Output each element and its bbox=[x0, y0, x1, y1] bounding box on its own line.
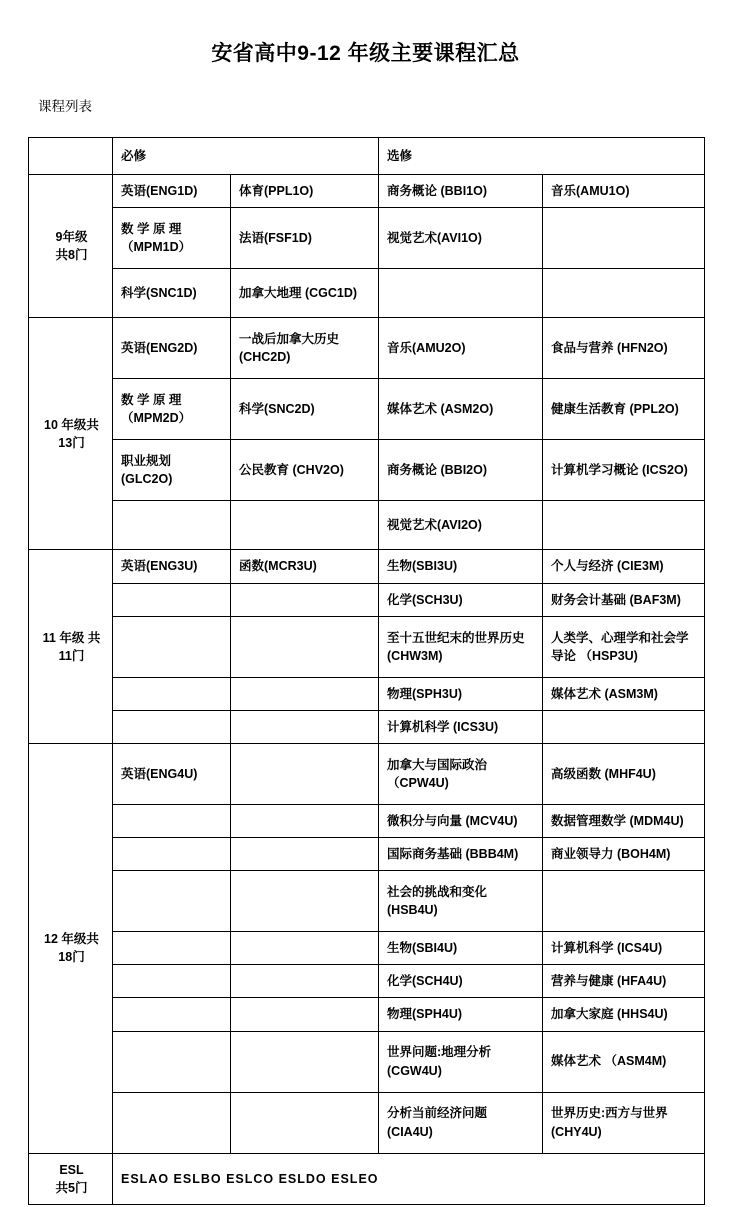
course-cell bbox=[113, 710, 231, 743]
course-cell: 至十五世纪末的世界历史 (CHW3M) bbox=[379, 616, 543, 677]
grade-label-11: 11 年级 共 11门 bbox=[29, 550, 113, 744]
course-cell bbox=[113, 998, 231, 1031]
table-row bbox=[29, 1153, 705, 1204]
page-title: 安省高中9-12 年级主要课程汇总 bbox=[211, 42, 520, 65]
course-cell: 数据管理数学 (MDM4U) bbox=[543, 804, 705, 837]
course-cell bbox=[231, 616, 379, 677]
course-cell bbox=[543, 710, 705, 743]
table-row bbox=[29, 440, 705, 501]
course-cell: 音乐(AMU2O) bbox=[379, 318, 543, 379]
course-summary-table bbox=[28, 137, 705, 1205]
course-cell bbox=[231, 932, 379, 965]
course-cell: 人类学、心理学和社会学导论 （HSP3U) bbox=[543, 616, 705, 677]
document-page bbox=[0, 40, 731, 1205]
course-cell bbox=[231, 838, 379, 871]
table-row bbox=[29, 616, 705, 677]
course-cell bbox=[231, 998, 379, 1031]
course-cell: 生物(SBI4U) bbox=[379, 932, 543, 965]
course-cell: 物理(SPH4U) bbox=[379, 998, 543, 1031]
course-cell bbox=[113, 616, 231, 677]
course-cell: 科学(SNC2D) bbox=[231, 379, 379, 440]
course-cell: 食品与营养 (HFN2O) bbox=[543, 318, 705, 379]
table-row bbox=[29, 501, 705, 550]
grade-label-9: 9年级 共8门 bbox=[29, 175, 113, 318]
course-cell: 媒体艺术 (ASM3M) bbox=[543, 677, 705, 710]
course-cell bbox=[113, 583, 231, 616]
course-cell: 音乐(AMU1O) bbox=[543, 175, 705, 208]
course-cell: 英语(ENG2D) bbox=[113, 318, 231, 379]
course-cell bbox=[113, 838, 231, 871]
grade-label-esl: ESL 共5门 bbox=[29, 1153, 113, 1204]
course-cell: 加拿大家庭 (HHS4U) bbox=[543, 998, 705, 1031]
course-cell: 加拿大与国际政治 （CPW4U) bbox=[379, 743, 543, 804]
course-cell bbox=[543, 208, 705, 269]
course-cell: 视觉艺术(AVI2O) bbox=[379, 501, 543, 550]
table-row bbox=[29, 838, 705, 871]
table-row bbox=[29, 550, 705, 583]
grade-label-12: 12 年级共 18门 bbox=[29, 743, 113, 1153]
course-cell bbox=[543, 269, 705, 318]
course-cell: 加拿大地理 (CGC1D) bbox=[231, 269, 379, 318]
course-cell bbox=[231, 677, 379, 710]
table-header-row bbox=[29, 138, 705, 175]
course-cell: 英语(ENG4U) bbox=[113, 743, 231, 804]
course-cell bbox=[231, 1031, 379, 1092]
table-row bbox=[29, 175, 705, 208]
course-cell bbox=[231, 1092, 379, 1153]
header-required: 必修 bbox=[113, 138, 379, 175]
course-cell bbox=[113, 932, 231, 965]
course-cell: 媒体艺术 (ASM2O) bbox=[379, 379, 543, 440]
course-cell: 财务会计基础 (BAF3M) bbox=[543, 583, 705, 616]
course-cell: 世界历史:西方与世界 (CHY4U) bbox=[543, 1092, 705, 1153]
course-cell: 健康生活教育 (PPL2O) bbox=[543, 379, 705, 440]
course-cell: 商务概论 (BBI2O) bbox=[379, 440, 543, 501]
course-cell: 社会的挑战和变化 (HSB4U) bbox=[379, 871, 543, 932]
course-cell: 个人与经济 (CIE3M) bbox=[543, 550, 705, 583]
course-cell: 视觉艺术(AVI1O) bbox=[379, 208, 543, 269]
course-cell bbox=[231, 501, 379, 550]
course-cell bbox=[231, 743, 379, 804]
course-cell: 计算机科学 (ICS4U) bbox=[543, 932, 705, 965]
course-cell: 国际商务基础 (BBB4M) bbox=[379, 838, 543, 871]
course-cell: 公民教育 (CHV2O) bbox=[231, 440, 379, 501]
course-cell: 世界问题:地理分析 (CGW4U) bbox=[379, 1031, 543, 1092]
course-cell bbox=[113, 677, 231, 710]
course-cell bbox=[543, 871, 705, 932]
course-cell: 英语(ENG3U) bbox=[113, 550, 231, 583]
course-cell bbox=[231, 583, 379, 616]
course-cell bbox=[113, 501, 231, 550]
table-row bbox=[29, 677, 705, 710]
course-cell: 计算机科学 (ICS3U) bbox=[379, 710, 543, 743]
table-row bbox=[29, 1092, 705, 1153]
course-cell: 物理(SPH3U) bbox=[379, 677, 543, 710]
course-cell: 数 学 原 理 （MPM1D） bbox=[113, 208, 231, 269]
course-cell bbox=[231, 871, 379, 932]
course-cell bbox=[113, 1031, 231, 1092]
course-cell: 英语(ENG1D) bbox=[113, 175, 231, 208]
table-row bbox=[29, 804, 705, 837]
course-cell: 商务概论 (BBI1O) bbox=[379, 175, 543, 208]
course-cell: 职业规划 (GLC2O) bbox=[113, 440, 231, 501]
section-subtitle: 课程列表 bbox=[38, 99, 92, 115]
course-cell: 法语(FSF1D) bbox=[231, 208, 379, 269]
grade-label-10: 10 年级共 13门 bbox=[29, 318, 113, 550]
table-row bbox=[29, 871, 705, 932]
course-cell: 微积分与向量 (MCV4U) bbox=[379, 804, 543, 837]
course-cell: 一战后加拿大历史 (CHC2D) bbox=[231, 318, 379, 379]
table-row bbox=[29, 932, 705, 965]
header-elective: 选修 bbox=[379, 138, 705, 175]
course-cell bbox=[543, 501, 705, 550]
table-row bbox=[29, 269, 705, 318]
course-cell: 商业领导力 (BOH4M) bbox=[543, 838, 705, 871]
table-row bbox=[29, 1031, 705, 1092]
course-cell bbox=[113, 1092, 231, 1153]
course-cell bbox=[231, 710, 379, 743]
course-cell: 计算机学习概论 (ICS2O) bbox=[543, 440, 705, 501]
course-cell: 高级函数 (MHF4U) bbox=[543, 743, 705, 804]
table-row bbox=[29, 710, 705, 743]
course-cell bbox=[379, 269, 543, 318]
table-row bbox=[29, 583, 705, 616]
table-row bbox=[29, 208, 705, 269]
table-row bbox=[29, 998, 705, 1031]
table-row bbox=[29, 743, 705, 804]
course-cell: 数 学 原 理 （MPM2D） bbox=[113, 379, 231, 440]
course-cell: 媒体艺术 （ASM4M) bbox=[543, 1031, 705, 1092]
course-cell bbox=[113, 965, 231, 998]
course-cell: 函数(MCR3U) bbox=[231, 550, 379, 583]
course-cell: 科学(SNC1D) bbox=[113, 269, 231, 318]
course-cell: 化学(SCH4U) bbox=[379, 965, 543, 998]
header-corner bbox=[29, 138, 113, 175]
table-row bbox=[29, 379, 705, 440]
course-cell: 生物(SBI3U) bbox=[379, 550, 543, 583]
course-cell: 体育(PPL1O) bbox=[231, 175, 379, 208]
esl-course-list: ESLAO ESLBO ESLCO ESLDO ESLEO bbox=[113, 1153, 705, 1204]
course-cell: 分析当前经济问题 (CIA4U) bbox=[379, 1092, 543, 1153]
course-cell: 营养与健康 (HFA4U) bbox=[543, 965, 705, 998]
table-row bbox=[29, 318, 705, 379]
course-cell bbox=[231, 965, 379, 998]
course-cell bbox=[113, 804, 231, 837]
course-cell: 化学(SCH3U) bbox=[379, 583, 543, 616]
course-cell bbox=[113, 871, 231, 932]
table-row bbox=[29, 965, 705, 998]
course-cell bbox=[231, 804, 379, 837]
